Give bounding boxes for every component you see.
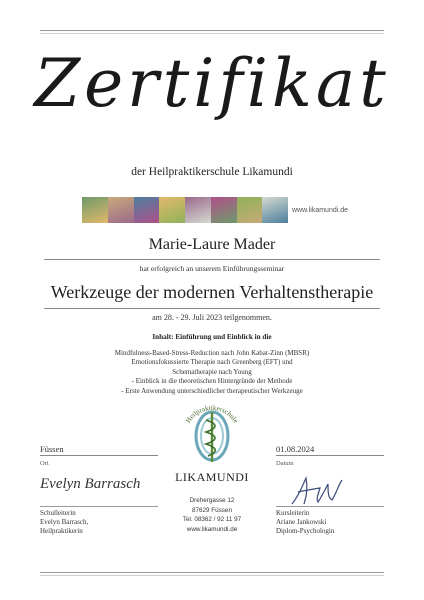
course-underline xyxy=(44,308,380,309)
date-label: Datum xyxy=(276,460,294,467)
banner-url: www.likamundi.de xyxy=(292,207,349,214)
certificate-title: Zertifikat xyxy=(34,45,390,122)
content-line: Mindfulness-Based-Stress-Reduction nach John Kabat-Zinn (MBSR) xyxy=(114,349,310,357)
school-line: der Heilpraktikerschule Likamundi xyxy=(131,166,293,178)
signer-right-line: Diplom-Psychologin xyxy=(276,527,335,535)
place-value: Füssen xyxy=(40,444,64,454)
signature-left: Evelyn Barrasch xyxy=(40,476,141,492)
signer-left-line: Evelyn Barrasch, xyxy=(40,518,89,526)
place-line xyxy=(40,455,158,456)
svg-text:Heilpraktikerschule: Heilpraktikerschule xyxy=(184,403,240,425)
signer-right-line: Ariane Jankowski xyxy=(276,518,327,526)
content-heading: Inhalt: Einführung und Einblick in die xyxy=(152,333,272,341)
top-border-rule xyxy=(40,30,384,31)
signer-left-line: Schulleiterin xyxy=(40,509,76,517)
signer-left-line: Heilpraktikerin xyxy=(40,527,83,535)
likamundi-logo-icon xyxy=(178,400,246,468)
banner-tile-4 xyxy=(159,197,185,223)
photo-banner xyxy=(82,197,288,223)
content-line: - Einblick in die theoretischen Hintergründe der Methode xyxy=(131,377,293,386)
content-list xyxy=(0,349,424,396)
date-line xyxy=(276,455,384,456)
banner-tile-7 xyxy=(237,197,263,223)
banner-tile-5 xyxy=(185,197,211,223)
recipient-name: Marie-Laure Mader xyxy=(148,236,276,253)
brand-name: LIKAMUNDI xyxy=(175,470,249,484)
banner-tile-2 xyxy=(108,197,134,223)
banner-tile-8 xyxy=(262,197,288,223)
banner-tile-6 xyxy=(211,197,237,223)
course-title: Werkzeuge der modernen Verhaltenstherapie xyxy=(50,282,374,302)
address-line: Tel. 08362 / 92 11 97 xyxy=(182,516,242,524)
banner-tile-3 xyxy=(134,197,160,223)
banner-tile-1 xyxy=(82,197,108,223)
address-line: www.likamundi.de xyxy=(186,525,238,533)
participation-dates: am 28. - 29. Juli 2023 teilgenommen. xyxy=(152,313,272,322)
address-line: 87629 Füssen xyxy=(192,506,232,514)
bottom-border-rule xyxy=(40,572,384,573)
success-text: hat erfolgreich an unserem Einführungsseminar xyxy=(139,264,285,273)
content-line: - Erste Anwendung unterschiedlicher therapeutischer Werkzeuge xyxy=(121,386,303,395)
school-address xyxy=(0,496,424,534)
recipient-underline xyxy=(44,259,380,260)
signer-right-line: Kursleiterin xyxy=(276,509,310,517)
content-line: Schematherapie nach Young xyxy=(172,367,252,376)
date-value: 01.08.2024 xyxy=(276,444,315,454)
content-line: Emotionsfokussierte Therapie nach Greenberg (EFT) und xyxy=(131,358,293,367)
place-label: Ort xyxy=(40,460,49,467)
address-line: Drehergasse 12 xyxy=(189,497,235,504)
